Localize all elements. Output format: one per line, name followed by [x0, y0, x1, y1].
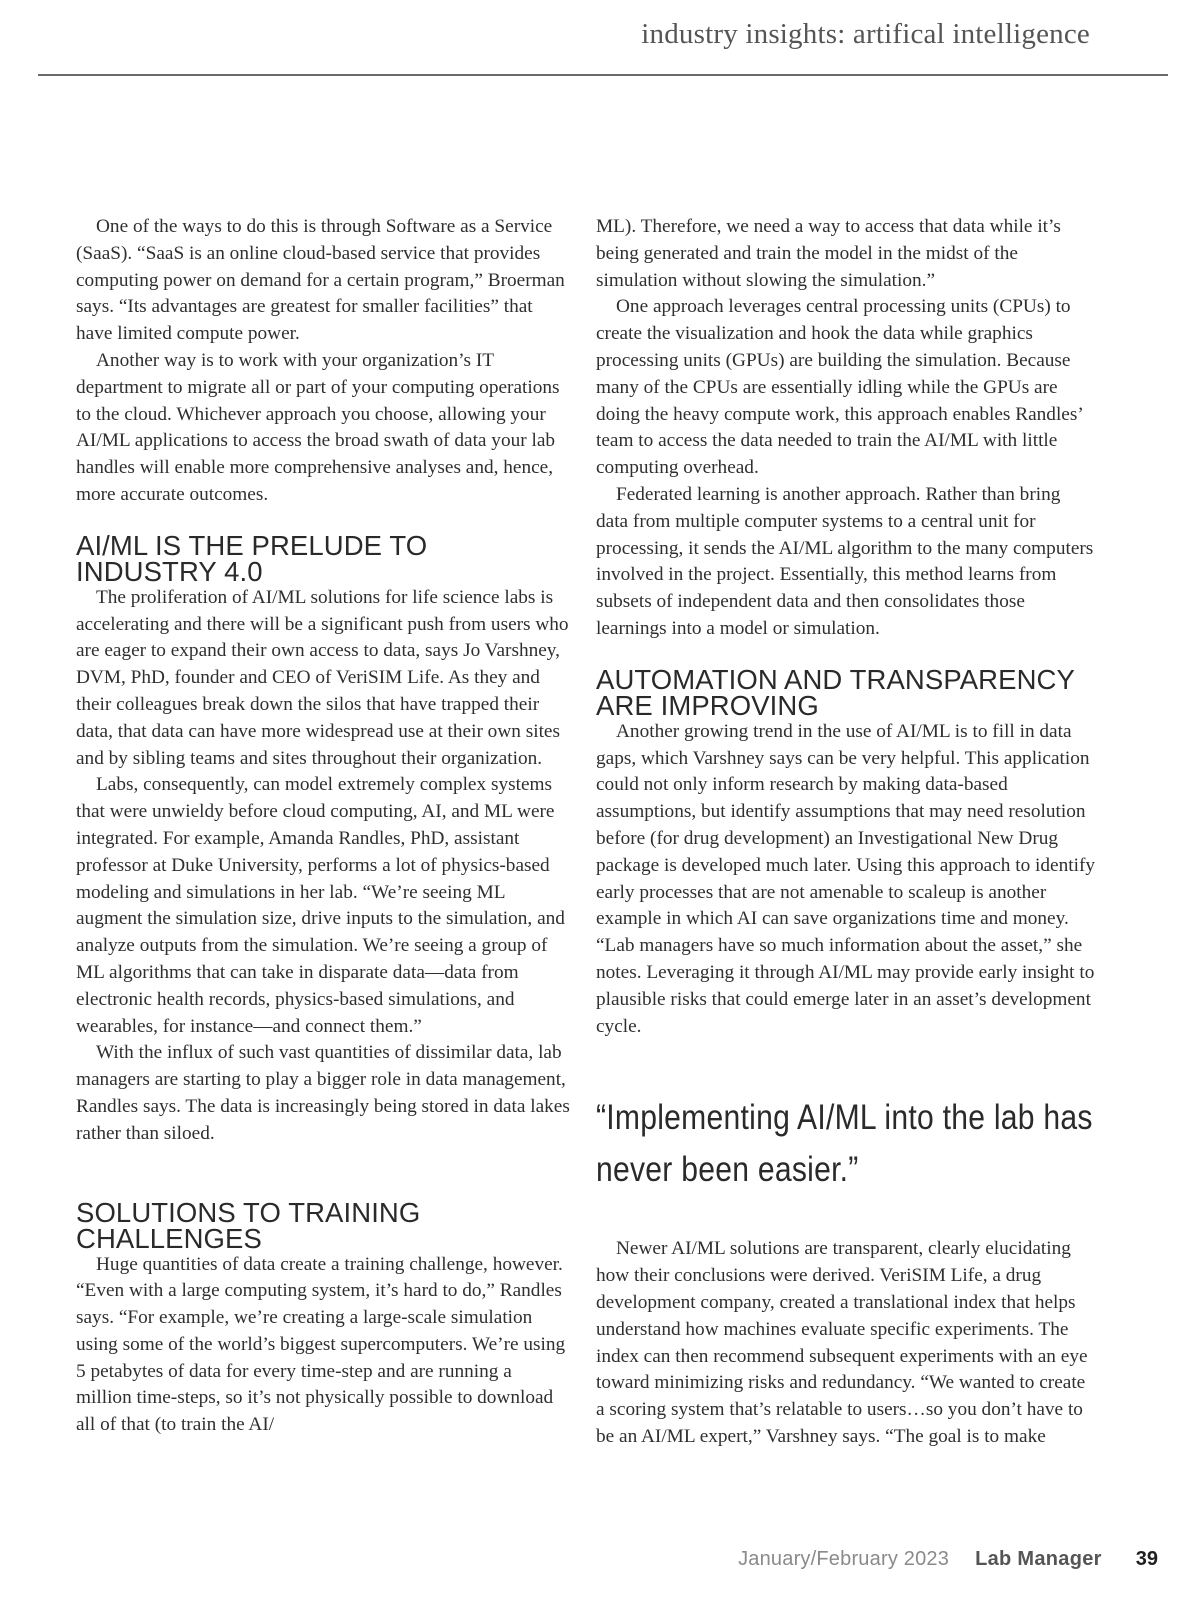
- paragraph: Federated learning is another approach. Rather than bring data from multiple computer systems to a central unit for processing, it sends the AI/ML algorithm to the many computers involved in the project. Essentially, this method learns from subsets of independent data and then consolidates those learnings into a model or simulation.: [596, 483, 1094, 639]
- paragraph: With the influx of such vast quantities of dissimilar data, lab managers are starting to play a bigger role in data management, Randles says. The data is increasingly being stored in data lakes rather than siloed.: [76, 1042, 570, 1144]
- paragraph: One of the ways to do this is through Software as a Service (SaaS). “SaaS is an online cloud-based service that provides computing power on demand for a certain program,” Broerman says. “Its advantages are greatest for smaller facilities” that have limited compute power.: [76, 216, 565, 345]
- paragraph: Newer AI/ML solutions are transparent, clearly elucidating how their conclusions were derived. VeriSIM Life, a drug development company, created a translational index that helps understand how machines evaluate specific experiments. The index can then recommend subsequent experiments with an eye toward minimizing risks and redundancy. “We wanted to create a scoring system that’s relatable to users…so you don’t have to be an AI/ML expert,” Varshney says. “The goal is to make: [596, 1238, 1088, 1447]
- left-column: [76, 214, 572, 1439]
- right-column: [596, 214, 1096, 1451]
- page-footer: [738, 1548, 1158, 1571]
- paragraph: The proliferation of AI/ML solutions for life science labs is accelerating and there will be a significant push from users who are eager to expand their own access to data, says Jo Varshney, DVM, PhD, founder and CEO of VeriSIM Life. As they and their colleagues break down the silos that have trapped their data, that data can have more widespread use at their own sites and by sibling teams and sites throughout their organization.: [76, 586, 569, 769]
- magazine-name: Lab Manager: [975, 1548, 1102, 1570]
- page-number: 39: [1135, 1548, 1158, 1570]
- issue-date: January/February 2023: [738, 1548, 950, 1570]
- paragraph: ML). Therefore, we need a way to access that data while it’s being generated and train the model in the midst of the simulation without slowing the simulation.”: [596, 216, 1061, 291]
- section-heading: AUTOMATION AND TRANSPARENCY ARE IMPROVING: [596, 663, 1075, 721]
- section-heading: SOLUTIONS TO TRAINING CHALLENGES: [76, 1196, 421, 1254]
- paragraph: Huge quantities of data create a training challenge, however. “Even with a large computing system, it’s hard to do,” Randles says. “For example, we’re creating a large-scale simulation using some of the world’s biggest supercomputers. We’re using 5 petabytes of data for every time-step and are running a million time-steps, so it’s not physically possible to download all of that (to train the AI/: [76, 1253, 566, 1436]
- section-heading: AI/ML IS THE PRELUDE TO INDUSTRY 4.0: [76, 529, 428, 587]
- paragraph: One approach leverages central processing units (CPUs) to create the visualization and hook the data while graphics processing units (GPUs) are building the simulation. Because many of the CPUs are essentially idling while the GPUs are doing the heavy compute work, this approach enables Randles’ team to access the data needed to train the AI/ML with little computing overhead.: [596, 296, 1083, 479]
- paragraph: Another way is to work with your organization’s IT department to migrate all or part of your computing operations to the cloud. Whichever approach you choose, allowing your AI/ML applications to access the broad swath of data your lab handles will enable more comprehensive analyses and, hence, more accurate outcomes.: [76, 349, 560, 505]
- pull-quote: “Implementing AI/ML into the lab has never been easier.”: [596, 1098, 1093, 1190]
- running-head: industry insights: artifical intelligence: [641, 18, 1090, 50]
- header-rule: [38, 74, 1168, 76]
- paragraph: Another growing trend in the use of AI/ML is to fill in data gaps, which Varshney says can be very helpful. This application could not only inform research by making data-based assumptions, but identify assumptions that may need resolution before (for drug development) an Investigational New Drug package is developed much later. Using this approach to identify early processes that are not amenable to scaleup is another example in which AI can save organizations time and money. “Lab managers have so much information about the asset,” she notes. Leveraging it through AI/ML may provide early insight to plausible risks that could emerge later in an asset’s development cycle.: [596, 720, 1096, 1037]
- paragraph: Labs, consequently, can model extremely complex systems that were unwieldy before cloud computing, AI, and ML were integrated. For example, Amanda Randles, PhD, assistant professor at Duke University, performs a lot of physics-based modeling and simulations in her lab. “We’re seeing ML augment the simulation size, drive inputs to the simulation, and analyze outputs from the simulation. We’re seeing a group of ML algorithms that can take in disparate data—data from electronic health records, physics-based simulations, and wearables, for instance—and connect them.”: [76, 774, 565, 1037]
